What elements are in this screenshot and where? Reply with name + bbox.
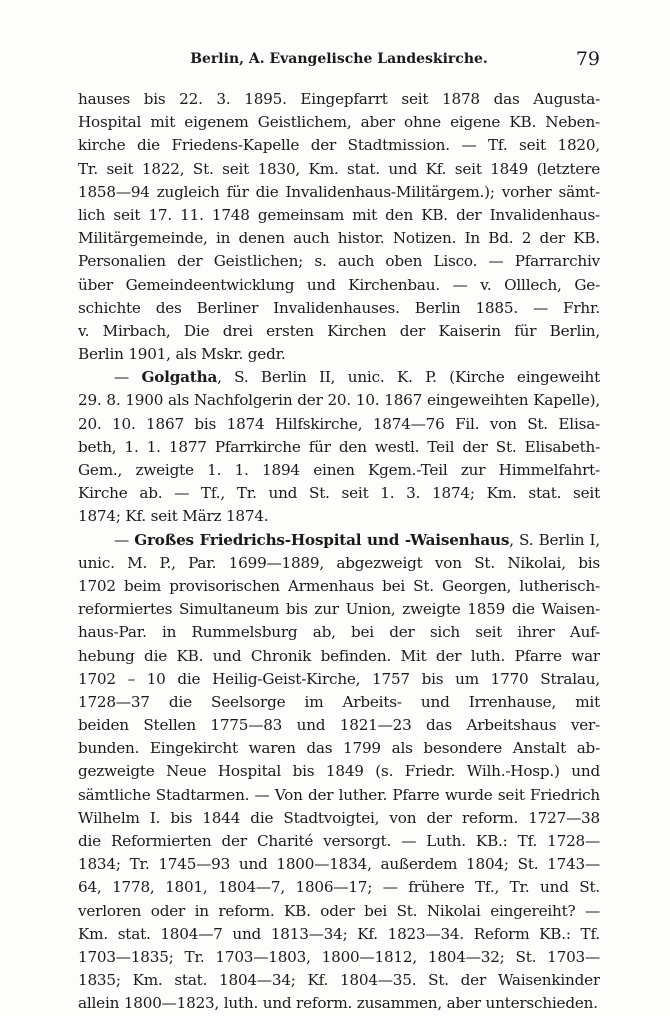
- text-line: die Reformierten der Charité versorgt. — Luth. KB.: Tf. 1728—: [78, 832, 600, 850]
- text-line: Kirche ab. — Tf., Tr. und St. seit 1. 3. 1874; Km. stat. seit: [78, 484, 600, 503]
- text-line: über Gemeindeentwicklung und Kirchenbau. — v. Olllech, Ge-: [78, 275, 600, 294]
- text-line: beth, 1. 1. 1877 Pfarrkirche für den westl. Teil der St. Elisabeth-: [78, 437, 600, 456]
- section-grosses-friedrichs-hospital: [78, 529, 600, 1016]
- text-line: verloren oder in reform. KB. oder bei St. Nikolai eingereiht? —: [78, 901, 600, 920]
- entry-heading: Großes Friedrichs-Hospital und -Waisenhaus: [134, 530, 510, 549]
- text-line: 1702 – 10 die Heilig-Geist-Kirche, 1757 bis um 1770 Stralau,: [78, 669, 600, 688]
- text-line: hebung die KB. und Chronik befinden. Mit der luth. Pfarre war: [78, 646, 600, 665]
- text-line: unic. M. P., Par. 1699—1889, abgezweigt von St. Nikolai, bis: [78, 553, 600, 572]
- text-line: reformiertes Simultaneum bis zur Union, zweigte 1859 die Waisen-: [78, 600, 600, 619]
- text-line: lich seit 17. 11. 1748 gemeinsam mit den KB. der Invalidenhaus-: [78, 205, 600, 224]
- text-line: Hospital mit eigenem Geistlichem, aber ohne eigene KB. Neben-: [78, 113, 600, 132]
- text-line: schichte des Berliner Invalidenhauses. Berlin 1885. — Frhr.: [78, 298, 600, 317]
- section-augusta-hospital: [78, 88, 600, 366]
- text-line: 1728—37 die Seelsorge im Arbeits- und Irrenhause, mit: [78, 692, 600, 711]
- text-line: haus-Par. in Rummelsburg ab, bei der sich seit ihrer Auf-: [78, 623, 600, 642]
- text-line: Wilhelm I. bis 1844 die Stadtvoigtei, von der reform. 1727—38: [78, 808, 600, 827]
- text-line: 1702 beim provisorischen Armenhaus bei St. Georgen, lutherisch-: [78, 576, 600, 595]
- text-span: , S. Berlin II, unic. K. P. (Kirche eingeweiht: [217, 368, 600, 387]
- section-golgatha: [78, 366, 600, 528]
- text-line: Personalien der Geistlichen; s. auch oben Lisco. — Pfarrarchiv: [78, 252, 600, 271]
- text-line: Berlin 1901, als Mskr. gedr.: [78, 345, 286, 364]
- text-line: 1834; Tr. 1745—93 und 1800—1834, außerdem 1804; St. 1743—: [78, 855, 600, 874]
- text-line: gezweigte Neue Hospital bis 1849 (s. Friedr. Wilh.-Hosp.) und: [78, 762, 600, 781]
- text-line: Militärgemeinde, in denen auch histor. Notizen. In Bd. 2 der KB.: [78, 229, 600, 248]
- text-line: hauses bis 22. 3. 1895. Eingepfarrt seit 1878 das Augusta-: [78, 90, 600, 108]
- text-line: Km. stat. 1804—7 und 1813—34; Kf. 1823—34. Reform KB.: Tf.: [78, 924, 600, 943]
- page-body: [78, 88, 600, 1016]
- page-number: 79: [575, 48, 600, 70]
- entry-heading: Golgatha: [141, 368, 218, 387]
- text-line: 64, 1778, 1801, 1804—7, 1806—17; — frühere Tf., Tr. und St.: [78, 878, 600, 897]
- text-line: beiden Stellen 1775—83 und 1821—23 das Arbeitshaus ver-: [78, 716, 600, 735]
- text-line: bunden. Eingekircht waren das 1799 als besondere Anstalt ab-: [78, 739, 600, 758]
- text-line: 1874; Kf. seit März 1874.: [78, 507, 269, 526]
- text-line: 20. 10. 1867 bis 1874 Hilfskirche, 1874—76 Fil. von St. Elisa-: [78, 414, 600, 433]
- text-line: v. Mirbach, Die drei ersten Kirchen der Kaiserin für Berlin,: [78, 321, 600, 340]
- text-line: 29. 8. 1900 als Nachfolgerin der 20. 10. 1867 eingeweihten Kapelle),: [78, 391, 600, 410]
- text-line: — Golgatha, S. Berlin II, unic. K. P. (Kirche eingeweiht: [114, 368, 600, 387]
- text-span: , S. Berlin I,: [509, 530, 600, 549]
- running-title: Berlin, A. Evangelische Landeskirche.: [190, 51, 488, 67]
- text-line: Gem., zweigte 1. 1. 1894 einen Kgem.-Teil zur Himmelfahrt-: [78, 461, 600, 479]
- text-line: 1835; Km. stat. 1804—34; Kf. 1804—35. St. der Waisenkinder: [78, 971, 600, 990]
- text-line: 1703—1835; Tr. 1703—1803, 1800—1812, 1804—32; St. 1703—: [78, 947, 600, 966]
- text-line: Tr. seit 1822, St. seit 1830, Km. stat. und Kf. seit 1849 (letztere: [78, 159, 600, 178]
- text-line: — Großes Friedrichs-Hospital und -Waisenhaus, S. Berlin I,: [114, 530, 600, 549]
- page-header: [78, 48, 600, 72]
- text-line: 1858—94 zugleich für die Invalidenhaus-Militärgem.); vorher sämt-: [78, 182, 600, 201]
- text-line: kirche die Friedens-Kapelle der Stadtmission. — Tf. seit 1820,: [78, 136, 600, 155]
- text-line: sämtliche Stadtarmen. — Von der luther. Pfarre wurde seit Friedrich: [78, 785, 600, 804]
- text-line: allein 1800—1823, luth. und reform. zusammen, aber unterschieden.: [78, 994, 598, 1013]
